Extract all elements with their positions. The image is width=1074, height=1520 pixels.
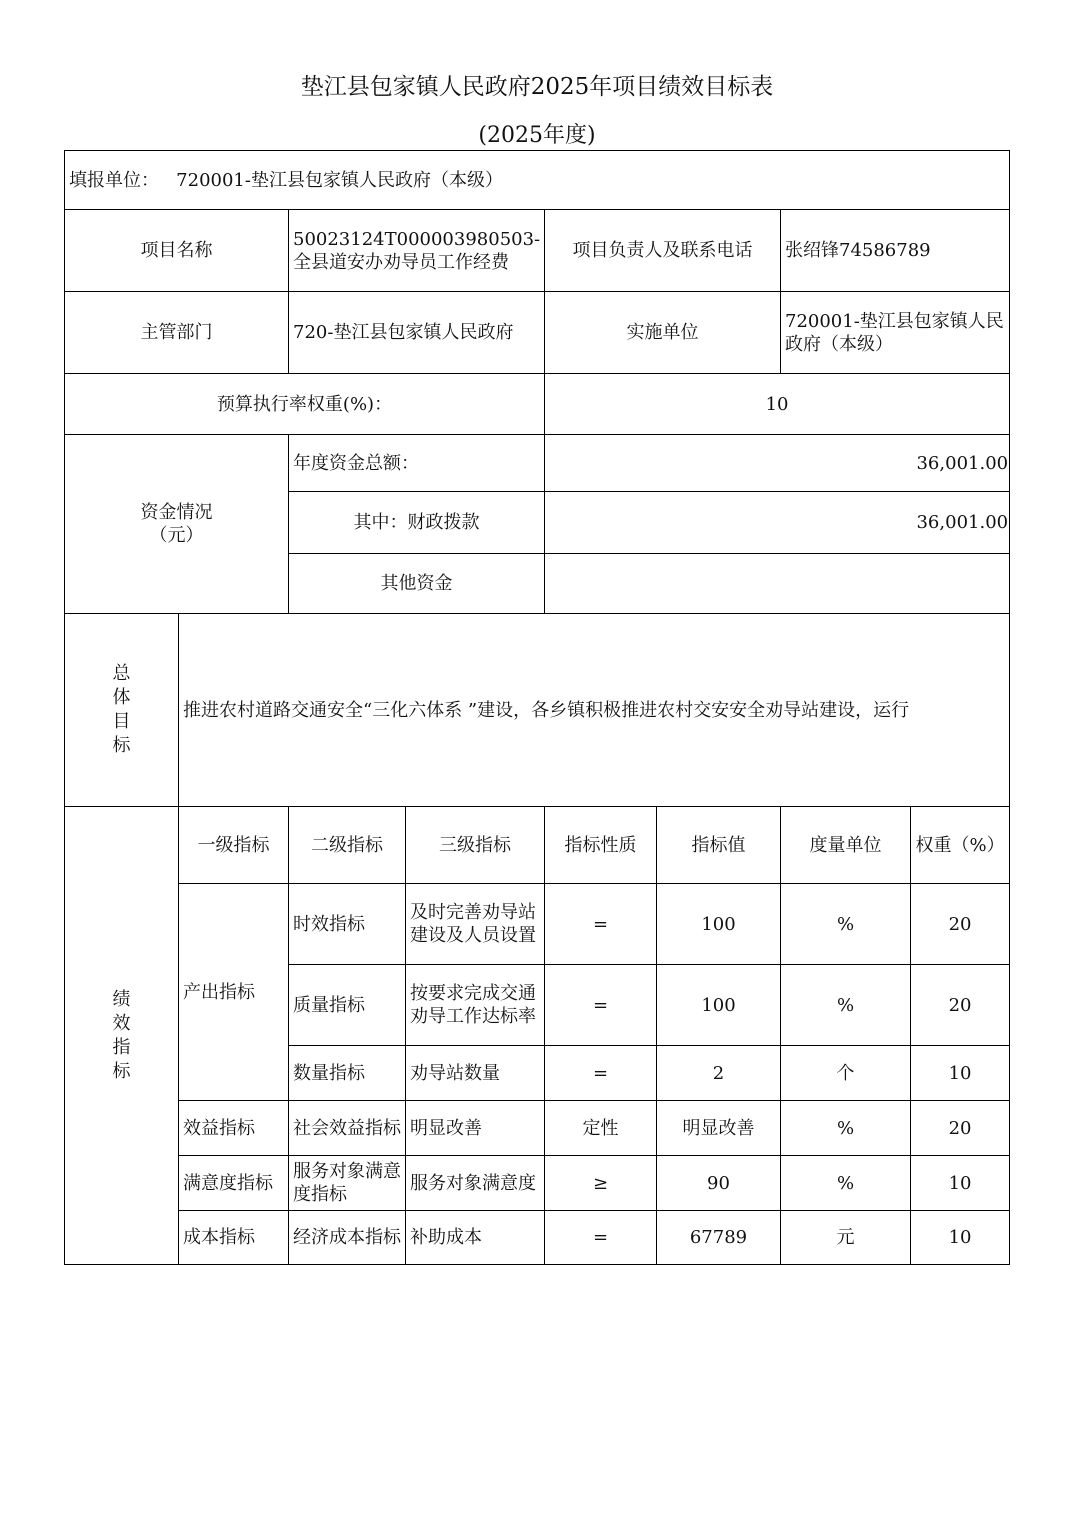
funds-other-label: 其他资金	[289, 554, 545, 614]
department-label: 主管部门	[65, 292, 289, 374]
reporting-unit-label: 填报单位：	[69, 169, 159, 191]
weight-cell: 20	[911, 884, 1010, 965]
weight-cell: 20	[911, 965, 1010, 1046]
value-cell: 明显改善	[657, 1101, 781, 1156]
value-cell: 67789	[657, 1211, 781, 1265]
weight-cell: 10	[911, 1156, 1010, 1211]
level1-cell: 产出指标	[179, 884, 289, 1101]
nature-cell: =	[545, 1211, 657, 1265]
unit-cell: 元	[781, 1211, 911, 1265]
indicators-label-text: 绩效指标	[112, 988, 131, 1082]
unit-cell: %	[781, 1101, 911, 1156]
level1-cell: 成本指标	[179, 1211, 289, 1265]
funds-fiscal-label: 其中：财政拨款	[289, 492, 545, 554]
level3-cell: 按要求完成交通劝导工作达标率	[406, 965, 545, 1046]
value-cell: 100	[657, 884, 781, 965]
level2-cell: 质量指标	[289, 965, 406, 1046]
overall-goal-text: 推进农村道路交通安全“三化六体系 ”建设，各乡镇积极推进农村交安安全劝导站建设，运行	[179, 614, 1010, 807]
header-value: 指标值	[657, 807, 781, 884]
level3-cell: 劝导站数量	[406, 1046, 545, 1101]
implementer-value: 720001-垫江县包家镇人民政府（本级）	[781, 292, 1010, 374]
level2-cell: 数量指标	[289, 1046, 406, 1101]
funds-other-value	[545, 554, 1010, 614]
unit-cell: %	[781, 884, 911, 965]
project-name-label: 项目名称	[65, 210, 289, 292]
budget-weight-row	[65, 374, 1010, 435]
header-level2: 二级指标	[289, 807, 406, 884]
weight-cell: 20	[911, 1101, 1010, 1156]
funds-total-label: 年度资金总额：	[289, 435, 545, 492]
contact-label: 项目负责人及联系电话	[545, 210, 781, 292]
header-weight: 权重（%）	[911, 807, 1010, 884]
project-name-value: 50023124T000003980503-全县道安办劝导员工作经费	[289, 210, 545, 292]
contact-value: 张绍锋74586789	[781, 210, 1010, 292]
level3-cell: 及时完善劝导站建设及人员设置	[406, 884, 545, 965]
level2-cell: 服务对象满意度指标	[289, 1156, 406, 1211]
unit-cell: %	[781, 965, 911, 1046]
level2-cell: 时效指标	[289, 884, 406, 965]
value-cell: 2	[657, 1046, 781, 1101]
level1-cell: 效益指标	[179, 1101, 289, 1156]
table-row	[65, 884, 1010, 965]
nature-cell: =	[545, 884, 657, 965]
reporting-unit-value: 720001-垫江县包家镇人民政府（本级）	[176, 169, 503, 191]
table-row	[65, 1211, 1010, 1265]
weight-cell: 10	[911, 1211, 1010, 1265]
funds-total-row	[65, 435, 1010, 492]
header-unit: 度量单位	[781, 807, 911, 884]
nature-cell: 定性	[545, 1101, 657, 1156]
project-name-row	[65, 210, 1010, 292]
indicator-header-row	[65, 807, 1010, 884]
level3-cell: 补助成本	[406, 1211, 545, 1265]
overall-goal-row	[65, 614, 1010, 807]
funds-label: 资金情况（元）	[140, 502, 213, 546]
performance-target-table	[64, 150, 1010, 1265]
level2-cell: 社会效益指标	[289, 1101, 406, 1156]
value-cell: 90	[657, 1156, 781, 1211]
funds-fiscal-value: 36,001.00	[545, 492, 1010, 554]
budget-weight-value: 10	[545, 374, 1010, 435]
level3-cell: 明显改善	[406, 1101, 545, 1156]
nature-cell: =	[545, 1046, 657, 1101]
table-row	[65, 1156, 1010, 1211]
funds-label-cell	[65, 435, 289, 614]
implementer-label: 实施单位	[545, 292, 781, 374]
department-value: 720-垫江县包家镇人民政府	[289, 292, 545, 374]
unit-cell: 个	[781, 1046, 911, 1101]
overall-goal-label	[65, 614, 179, 807]
reporting-unit-row	[65, 151, 1010, 210]
table-row	[65, 1101, 1010, 1156]
page-subtitle: (2025年度)	[478, 123, 596, 148]
level1-cell: 满意度指标	[179, 1156, 289, 1211]
department-row	[65, 292, 1010, 374]
value-cell: 100	[657, 965, 781, 1046]
weight-cell: 10	[911, 1046, 1010, 1101]
nature-cell: =	[545, 965, 657, 1046]
nature-cell: ≥	[545, 1156, 657, 1211]
funds-total-value: 36,001.00	[545, 435, 1010, 492]
level3-cell: 服务对象满意度	[406, 1156, 545, 1211]
level2-cell: 经济成本指标	[289, 1211, 406, 1265]
header-nature: 指标性质	[545, 807, 657, 884]
indicators-label	[65, 807, 179, 1265]
page-title: 垫江县包家镇人民政府2025年项目绩效目标表	[300, 74, 774, 100]
header-level3: 三级指标	[406, 807, 545, 884]
budget-weight-label: 预算执行率权重(%)：	[65, 374, 545, 435]
header-level1: 一级指标	[179, 807, 289, 884]
overall-goal-label-text: 总体目标	[112, 663, 131, 756]
unit-cell: %	[781, 1156, 911, 1211]
